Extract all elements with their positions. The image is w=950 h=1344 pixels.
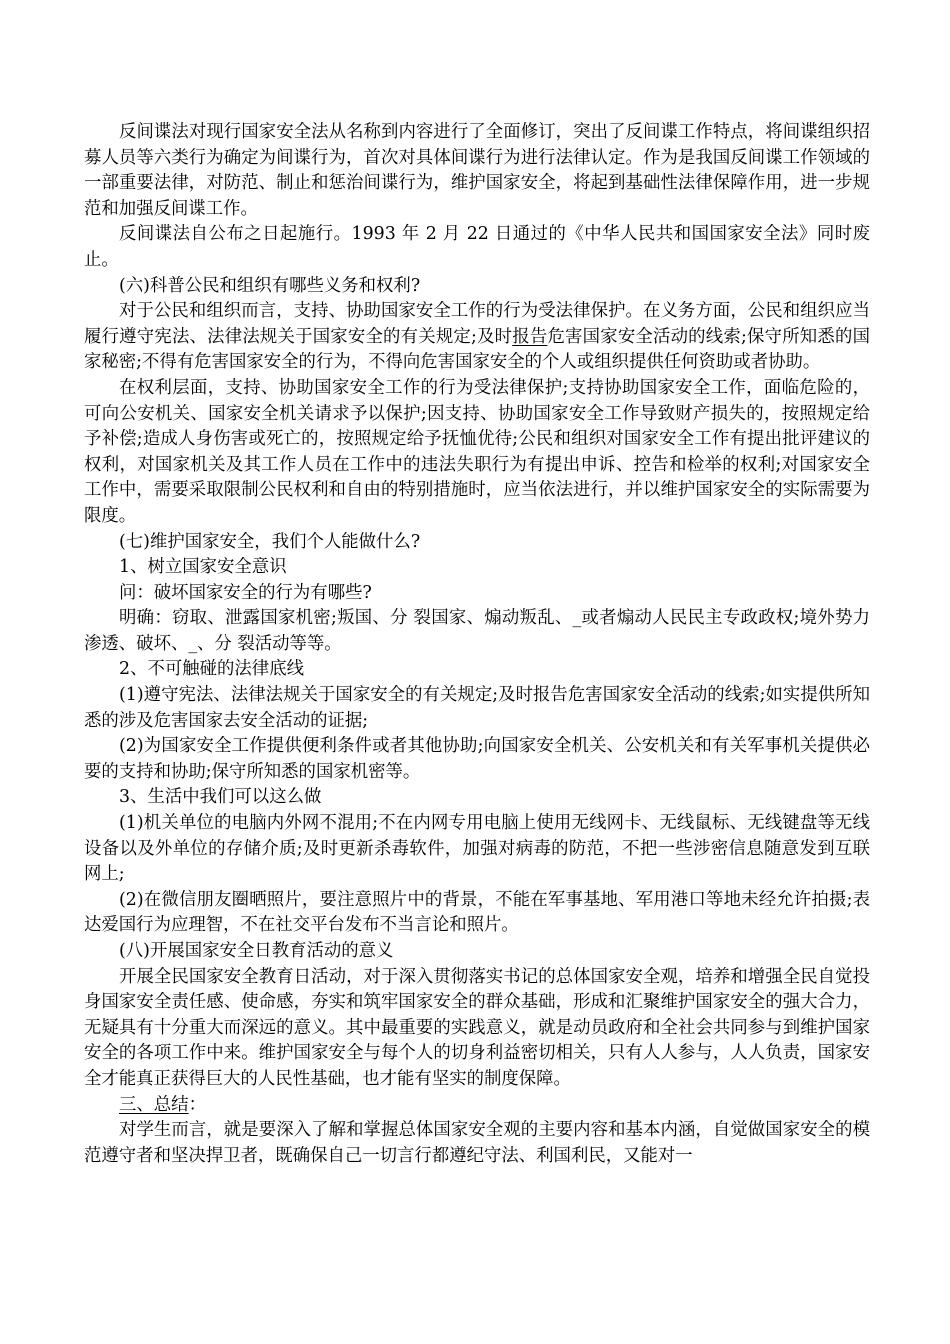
heading-section-8: (八)开展国家安全日教育活动的意义 [119,941,394,961]
subheading-awareness: 1、树立国家安全意识 [119,557,287,578]
paragraph-daily-life-1: (1)机关单位的电脑内外网不混用;不在内网专用电脑上使用无线网卡、无线鼠标、无线键盘等无线设备以及外单位的存储介质;及时更新杀毒软件，加强对病毒的防范，不把一些涉密信息随意发到互联网上; [84,813,870,885]
paragraph-effective-date: 反间谍法自公布之日起施行。1993 年 2 月 22 日通过的《中华人民共和国国家安全法》同时废止。 [84,224,870,270]
report-link[interactable]: 报告 [512,326,548,347]
heading-section-6: (六)科普公民和组织有哪些义务和权利? [119,275,421,296]
document-body [84,120,870,1169]
heading-section-7: (七)维护国家安全，我们个人能做什么? [119,531,421,552]
paragraph-rights: 在权利层面，支持、协助国家安全工作的行为受法律保护;支持协助国家安全工作，面临危险的，可向公安机关、国家安全机关请求予以保护;因支持、协助国家安全工作导致财产损失的，按照规定给予补偿;造成人身伤害或死亡的，按照规定给予抚恤优待;公民和组织对国家安全工作有提出批评建议的权利，对国家机关及其工作人员在工作中的违法失职行为有提出申诉、控告和检举的权利;对国家安全工作中，需要采取限制公民权利和自由的特别措施时，应当依法进行，并以维护国家安全的实际需要为限度。 [84,377,870,526]
paragraph-answer: 明确：窃取、泄露国家机密;叛国、分 裂国家、煽动叛乱、_或者煽动人民民主专政政权;境外势力渗透、破坏、_、分 裂活动等等。 [84,608,870,654]
paragraph-bottom-line-2: (2)为国家安全工作提供便利条件或者其他协助;向国家安全机关、公安机关和有关军事机关提供必要的支持和协助;保守所知悉的国家机密等。 [84,736,870,782]
paragraph-significance: 开展全民国家安全教育日活动，对于深入贯彻落实书记的总体国家安全观，培养和增强全民自觉投身国家安全责任感、使命感，夯实和筑牢国家安全的群众基础，形成和汇聚维护国家安全的强大合力，无疑具有十分重大而深远的意义。其中最重要的实践意义，就是动员政府和全社会共同参与到维护国家安全的各项工作中来。维护国家安全与每个人的切身利益密切相关，只有人人参与，人人负责，国家安全才能真正获得巨大的人民性基础，也才能有坚实的制度保障。 [84,966,870,1089]
paragraph-summary: 对学生而言，就是要深入了解和掌握总体国家安全观的主要内容和基本内涵，自觉做国家安全的模范遵守者和坚决捍卫者，既确保自己一切言行都遵纪守法、利国利民，又能对一 [84,1120,870,1166]
paragraph-daily-life-2: (2)在微信朋友圈晒照片，要注意照片中的背景，不能在军事基地、军用港口等地未经允许拍摄;表达爱国行为应理智，不在社交平台发布不当言论和照片。 [84,889,870,936]
subheading-daily-life: 3、生活中我们可以这么做 [119,787,322,808]
paragraph-question: 问：破坏国家安全的行为有哪些? [119,582,372,603]
subheading-legal-bottom-line: 2、不可触碰的法律底线 [119,659,304,680]
heading-summary [84,1093,870,1119]
summary-heading-label: 三、总结 [119,1094,189,1115]
paragraph-counter-espionage-law: 反间谍法对现行国家安全法从名称到内容进行了全面修订，突出了反间谍工作特点，将间谍组织招募人员等六类行为确定为间谍行为，首次对具体间谍行为进行法律认定。作为是我国反间谍工作领域的一部重要法律，对防范、制止和惩治间谍行为，维护国家安全，将起到基础性法律保障作用，进一步规范和加强反间谍工作。 [84,122,870,219]
paragraph-duties [84,299,870,376]
duties-text-start: 对于公民和组织而言，支持、协助国家安全工作的行为受法律保护。在义务方面，公民和组织应当履行遵守宪法、法律法规关于国家安全的有关规定;及时 [84,301,870,347]
summary-heading-colon: ： [188,1094,206,1115]
duties-text-end: 危害国家安全活动的线索;保守所知悉的国家秘密;不得有危害国家安全的行为，不得向危害国家安全的个人或组织提供任何资助或者协助。 [84,326,870,373]
paragraph-bottom-line-1: (1)遵守宪法、法律法规关于国家安全的有关规定;及时报告危害国家安全活动的线索;如实提供所知悉的涉及危害国家去安全活动的证据; [84,685,870,731]
